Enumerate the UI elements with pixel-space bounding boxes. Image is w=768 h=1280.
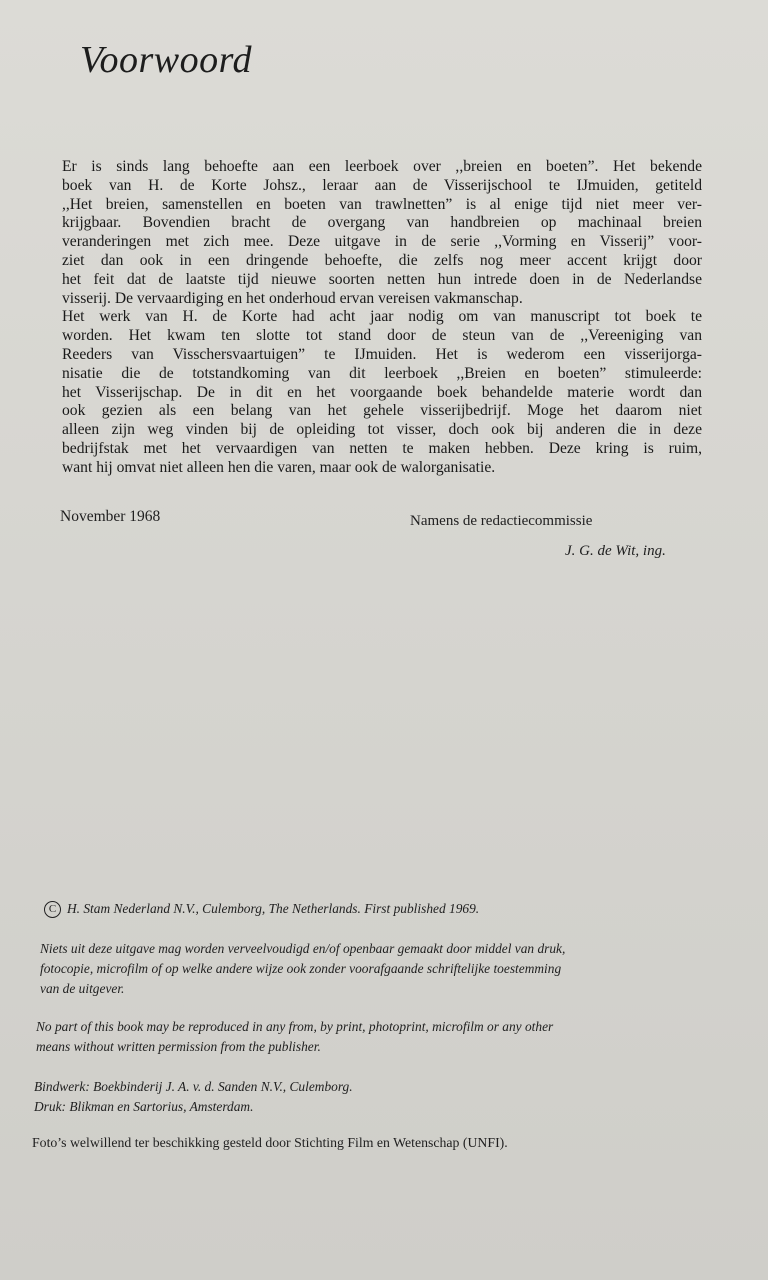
rights-notice-dutch [40, 939, 565, 999]
printing-credits [34, 1077, 353, 1117]
body-line: boek van H. de Korte Johsz., leraar aan de Visserijschool te IJmuiden, getiteld [62, 176, 702, 194]
body-line: Het werk van H. de Korte had acht jaar nodig om van manuscript tot boek te [62, 308, 702, 326]
body-line: veranderingen met zich mee. Deze uitgave in de serie ,,Vorming en Visserij” voor- [62, 233, 702, 251]
body-line: Er is sinds lang behoefte aan een leerboek over ,,breien en boeten”. Het bekende [62, 158, 702, 175]
body-line: krijgbaar. Bovendien bracht de overgang van handbreien op machinaal breien [62, 214, 702, 232]
rights-line: van de uitgever. [40, 981, 125, 996]
body-line: alleen zijn weg vinden bij de opleiding tot visser, doch ook bij anderen die in deze [62, 421, 702, 439]
body-line: het feit dat de laatste tijd nieuwe soorten netten hun intrede doen in de Nederlandse [62, 270, 702, 288]
binding-credit: Bindwerk: Boekbinderij J. A. v. d. Sanden N.V., Culemborg. [34, 1079, 353, 1094]
copyright-notice [44, 899, 479, 919]
body-line: bedrijfstak met het vervaardigen van netten te maken hebben. Deze kring is ruim, [62, 439, 702, 457]
signature-on-behalf: Namens de redactiecommissie [410, 513, 593, 529]
rights-line: No part of this book may be reproduced in any from, by print, photoprint, microfilm or any other [36, 1019, 554, 1034]
copyright-icon: C [44, 901, 61, 918]
body-line: het Visserijschap. De in dit en het voorgaande boek behandelde materie wordt dan [62, 383, 702, 401]
body-line: Reeders van Visschersvaartuigen” te IJmuiden. Het is wederom een visserijorga- [62, 345, 702, 363]
body-line: ook gezien als een belang van het gehele visserijbedrijf. Moge het daarom niet [62, 402, 702, 420]
body-line: ziet dan ook in een dringende behoefte, die zelfs nog meer accent krijgt door [62, 251, 702, 269]
body-line: worden. Het kwam ten slotte tot stand door de steun van de ,,Vereeniging van [62, 327, 702, 345]
foreword-body [62, 158, 702, 478]
photo-credit: Foto’s welwillend ter beschikking gesteld door Stichting Film en Wetenschap (UNFI). [32, 1135, 508, 1150]
body-line: nisatie die de totstandkoming van dit leerboek ,,Breien en boeten” stimuleerde: [62, 364, 702, 382]
page-title: Voorwoord [80, 39, 253, 81]
rights-notice-english [36, 1017, 553, 1057]
signature-name: J. G. de Wit, ing. [565, 543, 666, 559]
body-line: want hij omvat niet alleen hen die varen, maar ook de walorganisatie. [62, 458, 496, 476]
body-line: ,,Het breien, samenstellen en boeten van trawlnetten” is al enige tijd niet meer ver- [62, 195, 702, 213]
printing-credit: Druk: Blikman en Sartorius, Amsterdam. [34, 1099, 254, 1114]
foreword-date: November 1968 [60, 508, 161, 525]
body-line: visserij. De vervaardiging en het onderhoud ervan vereisen vakmanschap. [62, 289, 523, 307]
rights-line: means without written permission from the publisher. [36, 1039, 321, 1054]
rights-line: Niets uit deze uitgave mag worden verveelvoudigd en/of openbaar gemaakt door middel van druk, [40, 941, 566, 956]
rights-line: fotocopie, microfilm of op welke andere wijze ook zonder voorafgaande schriftelijke toestemming [40, 961, 562, 976]
copyright-text: H. Stam Nederland N.V., Culemborg, The Netherlands. First published 1969. [67, 901, 480, 916]
